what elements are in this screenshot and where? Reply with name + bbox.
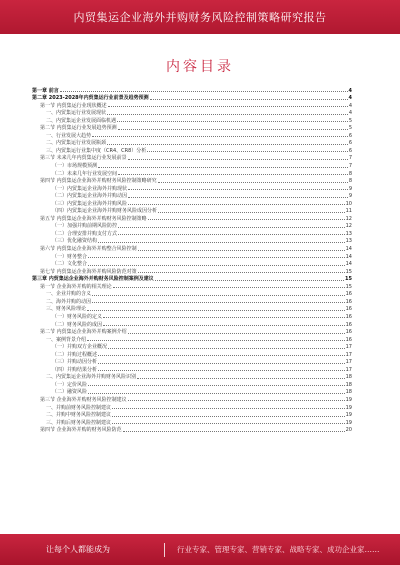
toc-entry[interactable] [32,252,352,260]
toc-entry-label: （一）加强并购前期风险防控 [52,223,118,230]
toc-leader-dots [128,204,345,205]
table-of-contents [32,86,352,433]
toc-entry-page: 11 [345,208,352,215]
toc-entry-label: （四）并购结果分析 [52,366,98,373]
toc-entry-page: 6 [348,132,352,139]
toc-entry-page: 6 [348,147,352,154]
toc-entry-page: 19 [345,404,352,411]
document-footer [0,534,400,565]
toc-entry-label: （二）内贸集运企业海外并购动因 [52,193,128,200]
toc-leader-dots [150,99,348,100]
toc-entry[interactable] [32,131,352,139]
toc-entry-page: 4 [348,110,352,117]
toc-entry-page: 17 [345,344,352,351]
toc-entry[interactable] [32,237,352,245]
toc-entry-page: 8 [348,170,352,177]
toc-entry-label: 一、企业并购的含义 [46,291,92,298]
toc-entry[interactable] [32,282,352,290]
toc-leader-dots [118,234,345,235]
toc-entry-page: 20 [345,427,352,434]
toc-leader-dots [128,189,348,190]
toc-entry[interactable] [32,109,352,117]
toc-entry[interactable] [32,388,352,396]
toc-entry-label: 二、内贸集运企业发展面临机遇 [46,117,117,124]
toc-entry[interactable] [32,86,352,94]
toc-entry[interactable] [32,275,352,283]
toc-entry-label: 三、财务风险理论 [46,306,87,313]
toc-entry[interactable] [32,305,352,313]
toc-entry-page: 18 [345,374,352,381]
toc-entry[interactable] [32,426,352,434]
toc-leader-dots [87,310,345,311]
toc-entry-page: 13 [345,230,352,237]
toc-entry[interactable] [32,139,352,147]
toc-entry-label: 第一节 内贸集运行业现状概述 [40,102,107,109]
toc-entry[interactable] [32,290,352,298]
toc-leader-dots [117,121,348,122]
toc-entry-page: 9 [348,193,352,200]
toc-entry[interactable] [32,418,352,426]
toc-leader-dots [98,242,345,243]
toc-entry-label: 二、内贸集运企业海外并购财务风险识别 [46,374,137,381]
toc-entry[interactable] [32,380,352,388]
toc-entry[interactable] [32,403,352,411]
toc-leader-dots [128,333,345,334]
toc-entry-label: 二、内贸集运行业发展瓶颈 [46,140,107,147]
toc-leader-dots [118,174,348,175]
toc-entry[interactable] [32,297,352,305]
toc-leader-dots [112,408,345,409]
toc-entry-label: 第四节 内贸集运企业海外并购财务风险控制策略研究 [40,178,157,185]
toc-entry-page: 13 [345,238,352,245]
toc-leader-dots [88,385,345,386]
toc-leader-dots [88,257,345,258]
toc-leader-dots [118,227,345,228]
toc-leader-dots [88,393,345,394]
toc-leader-dots [98,370,345,371]
toc-entry-page: 14 [345,261,352,268]
toc-entry[interactable] [32,328,352,336]
toc-entry[interactable] [32,192,352,200]
toc-entry-label: （四）内贸集运企业海外并购财务风险成因分析 [52,208,158,215]
toc-entry-label: 第一章 前言 [32,87,59,94]
toc-entry-page: 12 [345,215,352,222]
toc-entry-page: 14 [345,246,352,253]
toc-entry-label: （一）内贸集运企业海外并购现状 [52,185,128,192]
toc-entry-page: 19 [345,412,352,419]
toc-entry[interactable] [32,335,352,343]
toc-entry[interactable] [32,395,352,403]
toc-entry[interactable] [32,94,352,102]
toc-entry-page: 18 [345,381,352,388]
toc-leader-dots [107,144,348,145]
footer-divider [164,543,165,557]
footer-slogan: 让每个人都能成为 [46,545,110,554]
toc-entry-page: 4 [348,102,352,109]
toc-leader-dots [98,363,345,364]
toc-entry-page: 10 [345,200,352,207]
toc-entry-label: 第二节 内贸集运行业发展趋势预测 [40,125,117,132]
toc-entry-page: 17 [345,366,352,373]
toc-entry[interactable] [32,358,352,366]
toc-leader-dots [123,431,345,432]
toc-entry-label: （二）财务风险的成因 [52,321,103,328]
toc-leader-dots [108,348,345,349]
toc-entry-label: （三）内贸集运企业海外并购风险 [52,200,128,207]
toc-entry-page: 5 [348,125,352,132]
toc-entry-page: 5 [348,117,352,124]
toc-entry-label: （三）优化融资结构 [52,238,98,245]
document-header [0,0,400,34]
toc-entry-label: （一）财务风险的定义 [52,313,103,320]
toc-leader-dots [112,416,345,417]
toc-entry-label: 第三章 内贸集运企业海外并购财务风险控制案例及建议 [32,276,154,283]
toc-entry-label: 第一节 企业海外并购的相关理论 [40,283,112,290]
toc-leader-dots [98,355,345,356]
toc-entry-label: 三、内贸集运行业集中度（CR4、CR8）分析 [46,147,147,154]
toc-leader-dots [155,280,344,281]
toc-entry[interactable] [32,154,352,162]
toc-entry[interactable] [32,177,352,185]
toc-entry-page: 15 [345,283,352,290]
toc-leader-dots [148,219,345,220]
toc-entry-page: 16 [345,336,352,343]
toc-entry-page: 19 [345,396,352,403]
toc-leader-dots [128,197,348,198]
toc-entry[interactable] [32,343,352,351]
toc-entry[interactable] [32,312,352,320]
toc-entry-label: （一）并购双方企业概况 [52,344,108,351]
footer-tagline: 行业专家、管理专家、营销专家、战略专家、成功企业家…… [177,545,380,554]
toc-entry-page: 16 [345,298,352,305]
toc-entry-label: 第二章 2023-2028年内贸集运行业前景及趋势预测 [32,95,149,102]
toc-leader-dots [128,400,345,401]
toc-leader-dots [138,250,345,251]
toc-leader-dots [108,106,348,107]
document-title: 内贸集运企业海外并购财务风险控制策略研究报告 [73,11,327,24]
toc-entry-page: 17 [345,351,352,358]
toc-entry-page: 17 [345,359,352,366]
toc-entry[interactable] [32,184,352,192]
toc-entry[interactable] [32,260,352,268]
toc-entry-page: 9 [348,185,352,192]
toc-entry[interactable] [32,320,352,328]
toc-heading: 内容目录 [166,59,234,75]
toc-entry[interactable] [32,222,352,230]
toc-leader-dots [158,212,345,213]
toc-entry[interactable] [32,101,352,109]
toc-leader-dots [147,151,348,152]
toc-entry-label: 第五节 内贸集运企业海外并购财务风险控制策略 [40,215,147,222]
toc-entry-page: 7 [348,163,352,170]
toc-leader-dots [113,287,345,288]
toc-entry[interactable] [32,124,352,132]
toc-entry[interactable] [32,350,352,358]
toc-leader-dots [103,317,345,318]
toc-leader-dots [112,423,345,424]
toc-entry-label: 第七节 内贸集运企业海外并购风险防范对策 [40,268,137,275]
toc-leader-dots [92,295,345,296]
toc-entry-label: 一、内贸集运行业发展现状 [46,110,107,117]
toc-leader-dots [137,378,345,379]
toc-entry-label: （一）市场规模预测 [52,163,98,170]
toc-entry-label: （二）融资风险 [52,389,88,396]
toc-entry[interactable] [32,116,352,124]
toc-entry[interactable] [32,365,352,373]
toc-entry[interactable] [32,146,352,154]
toc-entry[interactable] [32,411,352,419]
toc-entry-page: 12 [345,223,352,230]
toc-entry-page: 16 [345,306,352,313]
toc-entry[interactable] [32,373,352,381]
toc-entry-page: 4 [348,95,352,102]
toc-entry-label: 二、并购中财务风险控制建议 [46,412,112,419]
toc-entry-label: （二）并购过程概述 [52,351,98,358]
toc-leader-dots [138,272,345,273]
toc-entry-page: 19 [345,419,352,426]
toc-entry-label: （三）并购动因分析 [52,359,98,366]
toc-leader-dots [107,114,348,115]
toc-entry-page: 7 [348,155,352,162]
toc-entry-label: 三、并购后财务风险控制建议 [46,419,112,426]
toc-entry-page: 16 [345,291,352,298]
toc-entry-label: 二、海外并购的动因 [46,298,92,305]
toc-entry[interactable] [32,161,352,169]
toc-entry-label: （二）合理安排并购支付方式 [52,230,118,237]
toc-entry-label: （一）财务整合 [52,253,88,260]
toc-leader-dots [128,159,348,160]
toc-entry-label: （一）定价风险 [52,381,88,388]
toc-entry-label: 第六节 内贸集运企业海外并购整合风险控制 [40,246,137,253]
toc-leader-dots [118,129,348,130]
toc-leader-dots [98,167,348,168]
toc-entry-label: 第二节 内贸集运企业海外并购案例介绍 [40,329,127,336]
toc-entry-page: 16 [345,321,352,328]
toc-entry[interactable] [32,229,352,237]
toc-entry-page: 6 [348,140,352,147]
toc-entry[interactable] [32,207,352,215]
toc-entry-page: 4 [348,87,352,94]
toc-entry-label: （二）文化整合 [52,261,88,268]
toc-entry-label: 第四节 企业海外并购的财务风险防范 [40,427,122,434]
toc-leader-dots [88,265,345,266]
toc-leader-dots [92,302,345,303]
toc-entry[interactable] [32,169,352,177]
toc-leader-dots [92,136,348,137]
toc-entry[interactable] [32,267,352,275]
toc-leader-dots [87,340,345,341]
toc-entry-label: 第三节 未来几年内贸集运行业发展前景 [40,155,127,162]
toc-entry-label: 一、并购前财务风险控制建议 [46,404,112,411]
toc-entry-page: 8 [348,178,352,185]
toc-leader-dots [158,182,348,183]
toc-entry-label: 第三节 企业海外并购财务风险控制建议 [40,396,127,403]
toc-leader-dots [103,325,345,326]
toc-entry-page: 18 [345,389,352,396]
toc-entry-label: （二）未来几年行业发展空间 [52,170,118,177]
toc-entry-page: 15 [345,276,352,283]
toc-entry-page: 14 [345,253,352,260]
toc-entry[interactable] [32,214,352,222]
toc-entry-label: 一、案例背景介绍 [46,336,87,343]
toc-entry-page: 16 [345,313,352,320]
toc-entry-page: 16 [345,329,352,336]
toc-entry-page: 15 [345,268,352,275]
toc-entry-label: 一、行业发展大趋势 [46,132,92,139]
toc-entry[interactable] [32,244,352,252]
toc-leader-dots [60,91,348,92]
toc-entry[interactable] [32,199,352,207]
